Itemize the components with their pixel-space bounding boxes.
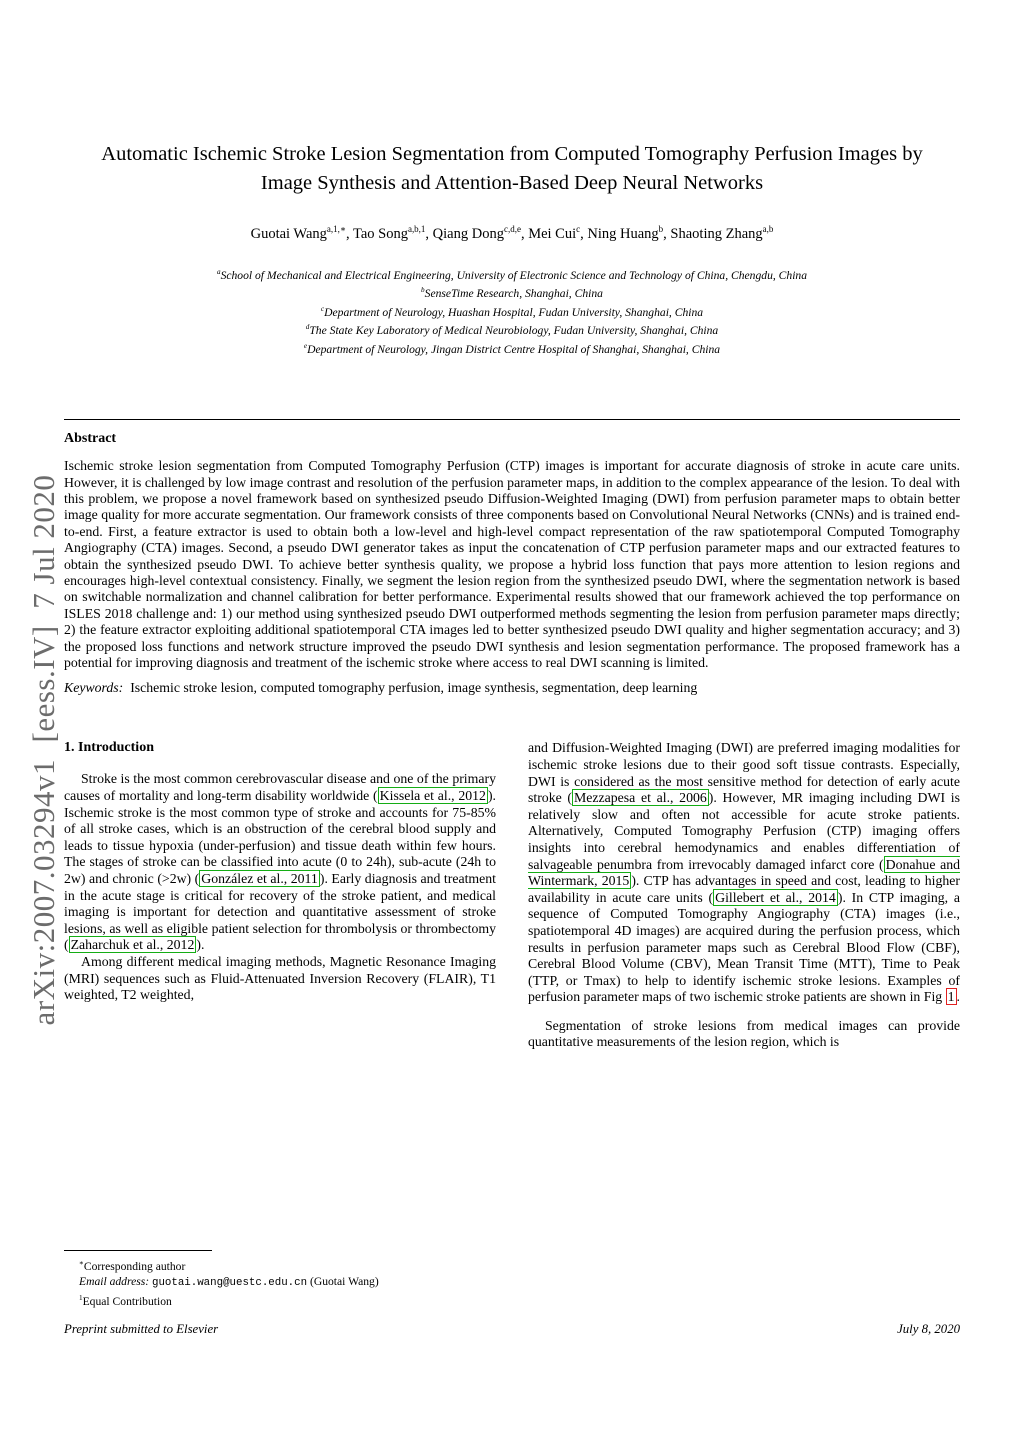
citation-link[interactable]: Mezzapesa et al., 2006 — [574, 790, 707, 806]
italic-text: Email address: — [79, 1274, 152, 1288]
superscript-marker: ∗ — [79, 1259, 84, 1267]
footer-preprint-note: Preprint submitted to Elsevier — [64, 1322, 219, 1336]
keywords-text: Ischemic stroke lesion, computed tomography perfusion, image synthesis, segmentation, deep learning — [130, 680, 698, 696]
footnote-block — [64, 1250, 496, 1309]
citation-link[interactable]: Donahue and Wintermark, 2015 — [528, 856, 960, 889]
intro-paragraph-4: Segmentation of stroke lesions from medical images can provide quantitative measurements of the lesion region, which is — [528, 1017, 960, 1050]
footnote-rule — [64, 1250, 212, 1251]
section-heading-introduction: 1. Introduction — [64, 740, 154, 756]
intro-paragraph-3: and Diffusion-Weighted Imaging (DWI) are preferred imaging modalities for ischemic stroke lesions due to their good soft tissue contrasts. Especially, DWI is considered as the most sensitive method for detection of early acute stroke ( Mezzapesa et al., 2006 ). However, MR imaging including DWI is relatively slow and often not accessible for acute stroke patients. Alternatively, Computed Tomography Perfusion (CTP) imaging offers insights into cerebral hemodynamics and enables differentiation of salvageable penumbra from irrevocably damaged infarct core ( Donahue and Wintermark, 2015 ). CTP has advantages in speed and cost, leading to higher availability in acute care units ( Gillebert et al., 2014 ). In CTP imaging, a sequence of Computed Tomography Angiography (CTA) images (i.e., spatiotemporal 4D images) are acquired during the perfusion process, which results in perfusion parameter maps such as Cerebral Blood Flow (CBF), Cerebral Blood Volume (CBV), Mean Transit Time (MTT), Time to Peak (TTP, or Tmax) to help to identify ischemic stroke lesions. Examples of perfusion parameter maps of two ischemic stroke patients are shown in Fig 1 . — [528, 740, 961, 1005]
abstract-divider-rule — [64, 419, 960, 420]
affiliation-line: $^d$The State Key Laboratory of Medical Neurobiology, Fudan University, Shanghai, China — [305, 323, 719, 338]
affiliation-line: $^a$School of Mechanical and Electrical Engineering, University of Electronic Science and Technology of China, Chengdu, China — [216, 267, 808, 282]
arxiv-watermark: arXiv:2007.03294v1 [eess.IV] 7 Jul 2020 — [26, 474, 61, 1026]
affiliation-line: $^c$Department of Neurology, Huashan Hospital, Fudan University, Shanghai, China — [320, 304, 704, 319]
superscript-marker: a — [216, 267, 221, 276]
paper-title: Automatic Ischemic Stroke Lesion Segmentation from Computed Tomography Perfusion Images by Image Synthesis and Attention-Based Deep Neural Networks — [101, 143, 923, 194]
column-right — [528, 740, 960, 1051]
footnote-equal-contribution: $^1$Equal Contribution — [79, 1293, 172, 1308]
superscript-marker: a,b,1 — [407, 224, 426, 234]
footnote-email: Email address: guotai.wang@uestc.edu.cn (Guotai Wang) — [79, 1274, 379, 1289]
affiliations — [64, 265, 960, 357]
superscript-marker: c,d,e — [503, 224, 521, 234]
abstract-paragraph: Ischemic stroke lesion segmentation from Computed Tomography Perfusion (CTP) images is important for accurate diagnosis of stroke in acute care units. However, it is challenged by low image contrast and resolution of the perfusion parameter maps, in addition to the complex appearance of the lesion. To deal with this problem, we propose a novel framework based on synthesized pseudo Diffusion-Weighted Imaging (DWI) from perfusion parameter maps to obtain better image quality for more accurate segmentation. Our framework consists of three components based on Convolutional Neural Networks (CNNs) and is trained end-to-end. First, a feature extractor is used to obtain both a low-level and high-level compact representation of the raw spatiotemporal Computed Tomography Angiography (CTA) images. Second, a pseudo DWI generator takes as input the concatenation of CTP perfusion parameter maps and our extracted features to obtain the synthesized pseudo DWI. To achieve better synthesis quality, we propose a hybrid loss function that pays more attention to lesion regions and encourages high-level contextual consistency. Finally, we segment the lesion region from the synthesized pseudo DWI, where the segmentation network is based on switchable normalization and channel calibration for better performance. Experimental results showed that our framework achieved the top performance on ISLES 2018 challenge and: 1) our method using synthesized pseudo DWI outperformed methods segmenting the lesion from perfusion parameter maps directly; 2) the feature extractor exploiting additional spatiotemporal CTA images led to better synthesized pseudo DWI quality and higher segmentation accuracy; and 3) the proposed loss functions and network structure improved the pseudo DWI synthesis and lesion segmentation performance. The proposed framework has a potential for improving diagnosis and treatment of the ischemic stroke where access to real DWI scanning is limited. — [64, 458, 960, 670]
superscript-marker: a,b — [762, 224, 774, 234]
citation-link[interactable]: Zaharchuk et al., 2012 — [70, 937, 195, 953]
affiliation-line: $^e$Department of Neurology, Jingan District Centre Hospital of Shanghai, Shanghai, China — [303, 341, 721, 356]
email-address: guotai.wang@uestc.edu.cn — [152, 1276, 308, 1289]
page-footer — [64, 1322, 960, 1337]
superscript-marker: 1 — [79, 1293, 83, 1302]
author-line: Guotai Wang$^{a,1,∗}$, Tao Song$^{a,b,1}$, Qiang Dong$^{c,d,e}$, Mei Cui$^c$, Ning Huang$^b$, Shaoting Zhang$^{a,b}$ — [250, 224, 774, 242]
two-column-layout — [64, 740, 960, 1051]
keywords-line — [64, 680, 960, 696]
superscript-marker: e — [303, 341, 308, 350]
figure-link[interactable]: 1 — [947, 989, 955, 1005]
footnote-corresponding-author: ∗Corresponding author — [79, 1259, 186, 1273]
footer-date: July 8, 2020 — [897, 1322, 960, 1336]
citation-link[interactable]: González et al., 2011 — [201, 870, 318, 886]
abstract-heading: Abstract — [64, 431, 117, 447]
superscript-marker: c — [320, 304, 325, 313]
citation-link[interactable]: Gillebert et al., 2014 — [715, 889, 836, 905]
superscript-marker: c — [576, 224, 581, 234]
paper-page — [64, 0, 960, 1051]
superscript-marker: a,1,∗ — [326, 224, 346, 234]
superscript-marker: b — [658, 224, 664, 234]
intro-paragraph-1: Stroke is the most common cerebrovascular disease and one of the primary causes of mortality and long-term disability worldwide ( Kissela et al., 2012 ). Ischemic stroke is the most common type of stroke and accounts for 75-85% of all stroke cases, which is an obstruction of the cerebral blood supply and leads to tissue hypoxia (under-perfusion) and tissue death within few hours. The stages of stroke can be classified into acute (0 to 24h), sub-acute (24h to 2w) and chronic (>2w) ( González et al., 2011 ). Early diagnosis and treatment in the acute stage is critical for recovery of the stroke patient, and medical imaging is important for detection and quantitative assessment of stroke lesions, as well as eligible patient selection for thrombolysis or thrombectomy ( Zaharchuk et al., 2012 ). — [64, 771, 496, 953]
column-left — [64, 740, 496, 1051]
citation-link[interactable]: Kissela et al., 2012 — [379, 787, 486, 803]
affiliation-line: $^b$SenseTime Research, Shanghai, China — [421, 286, 603, 301]
keywords-label: Keywords: — [64, 680, 124, 696]
intro-paragraph-2: Among different medical imaging methods, Magnetic Resonance Imaging (MRI) sequences such as Fluid-Attenuated Inversion Recovery (FLAIR), T1 weighted, T2 weighted, — [64, 953, 496, 1003]
superscript-marker: d — [305, 323, 310, 332]
superscript-marker: b — [421, 286, 425, 295]
